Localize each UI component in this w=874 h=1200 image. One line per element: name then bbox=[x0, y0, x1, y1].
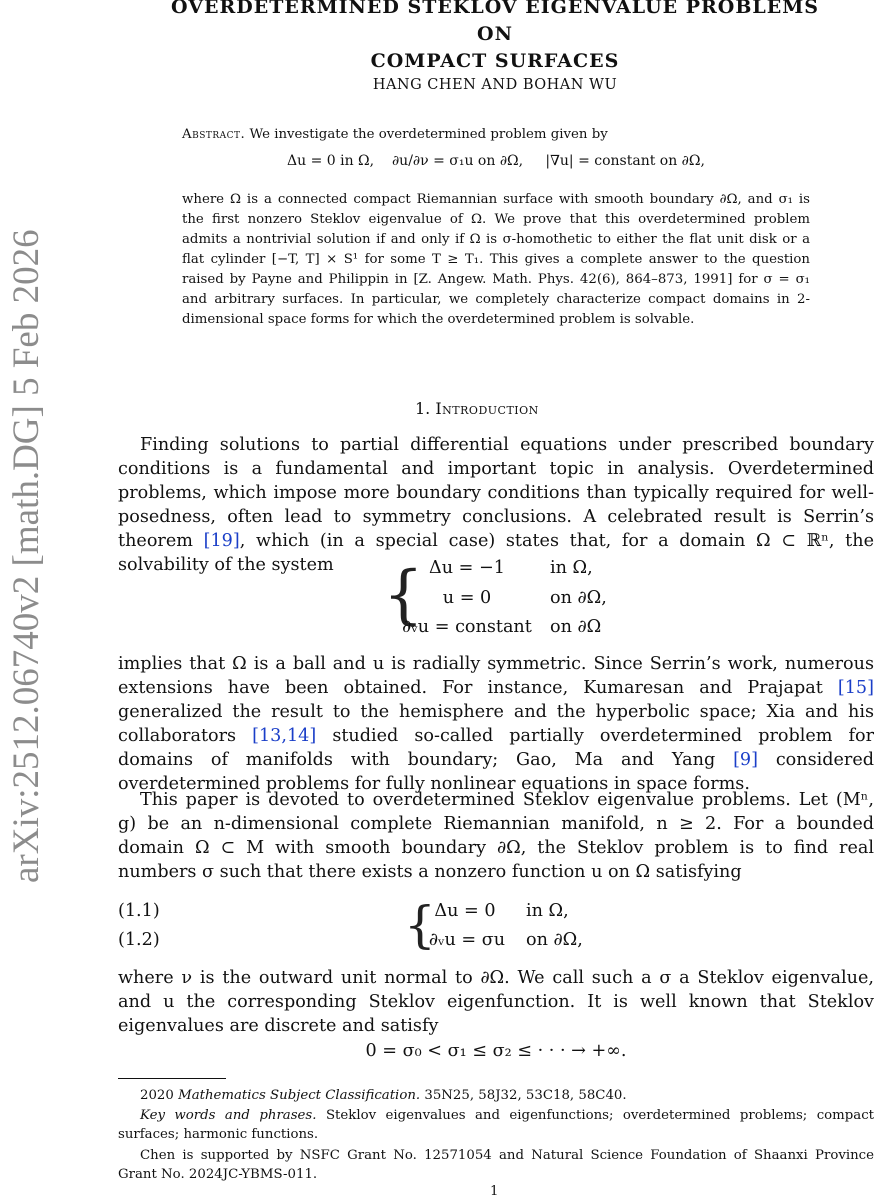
section-number: 1. bbox=[415, 399, 431, 418]
keywords-label: Key words and phrases. bbox=[140, 1108, 317, 1123]
serrin-row-2-lhs: u = 0 bbox=[442, 588, 492, 608]
equation-label-1-2: (1.2) bbox=[118, 930, 160, 950]
footnote-rule bbox=[118, 1078, 226, 1079]
keywords-text: Steklov eigenvalues and eigenfunctions; overdetermined problems; compact surfaces; harmonic functions. bbox=[118, 1108, 874, 1142]
citation-19[interactable]: [19] bbox=[203, 531, 240, 551]
eigenvalue-chain: 0 = σ₀ < σ₁ ≤ σ₂ ≤ · · · → +∞. bbox=[365, 1041, 627, 1061]
abstract-label: Abstract. bbox=[182, 127, 246, 142]
abstract-equation bbox=[182, 153, 810, 169]
equation-label-1-1: (1.1) bbox=[118, 901, 160, 921]
intro-paragraph-3: This paper is devoted to overdetermined Steklov eigenvalue problems. Let (Mⁿ, g) be an n-dimensional complete Riemannian manifold, n ≥ 2. For a bounded domain Ω ⊂ M with smooth boundary ∂Ω, the Steklov problem is to find real numbers σ such that there exists a nonzero function u on Ω satisfying bbox=[118, 790, 874, 882]
footnote-keywords bbox=[118, 1106, 874, 1144]
steklov-system bbox=[118, 898, 874, 962]
steklov-row-2-rhs: on ∂Ω, bbox=[526, 930, 583, 950]
steklov-row-2-lhs: ∂ᵥu = σu bbox=[428, 930, 506, 950]
serrin-brace: { bbox=[383, 558, 424, 632]
intro-p2-text-d: considered overdetermined problems for fully nonlinear equations in space forms. bbox=[118, 750, 874, 794]
intro-paragraph-2 bbox=[118, 652, 874, 796]
msc-codes: 35N25, 58J32, 53C18, 58C40. bbox=[424, 1088, 627, 1103]
abstract-eq-part2: ∂u/∂ν = σ₁u on ∂Ω, bbox=[391, 153, 524, 169]
citation-9[interactable]: [9] bbox=[733, 750, 758, 770]
intro-p2-text-a: implies that Ω is a ball and u is radially symmetric. Since Serrin’s work, numerous extensions have been obtained. For instance, Kumaresan and Prajapat bbox=[118, 654, 874, 698]
abstract-eq-part3: |∇u| = constant on ∂Ω, bbox=[545, 153, 705, 169]
arxiv-sidebar-id: arXiv:2512.06740v2 [math.DG] 5 Feb 2026 bbox=[6, 229, 47, 883]
abstract-intro bbox=[182, 125, 810, 145]
serrin-row-1-rhs: in Ω, bbox=[550, 558, 593, 578]
steklov-row-1-rhs: in Ω, bbox=[526, 901, 569, 921]
intro-p1-text-b: , which (in a special case) states that, for a domain Ω ⊂ ℝⁿ, the solvability of the system bbox=[118, 531, 874, 575]
msc-year: 2020 bbox=[140, 1088, 174, 1103]
title-line-2: COMPACT SURFACES bbox=[370, 50, 620, 72]
serrin-row-1-lhs: Δu = −1 bbox=[429, 558, 505, 578]
serrin-system bbox=[383, 555, 683, 645]
section-title: Introduction bbox=[435, 399, 539, 418]
abstract-intro-text: We investigate the overdetermined problem given by bbox=[249, 127, 608, 142]
steklov-brace: { bbox=[404, 896, 436, 954]
serrin-row-2-rhs: on ∂Ω, bbox=[550, 588, 607, 608]
footnote-grant: Chen is supported by NSFC Grant No. 12571054 and Natural Science Foundation of Shaanxi Province Grant No. 2024JC-YBMS-011. bbox=[118, 1148, 874, 1182]
abstract-eq-part1: Δu = 0 in Ω, bbox=[287, 153, 375, 169]
paper-title bbox=[150, 0, 840, 75]
msc-label: Mathematics Subject Classification. bbox=[178, 1088, 421, 1103]
intro-p2-text-b: generalized the result to the hemisphere and the hyperbolic space; Xia and his collaborators bbox=[118, 702, 874, 746]
citation-13[interactable]: [13, bbox=[252, 726, 287, 746]
abstract-body: where Ω is a connected compact Riemannian surface with smooth boundary ∂Ω, and σ₁ is the first nonzero Steklov eigenvalue of Ω. We prove that this overdetermined problem admits a nontrivial solution if and only if Ω is σ-homothetic to either the flat unit disk or a flat cylinder [−T, T] × S¹ for some T ≥ T₁. This gives a complete answer to the question raised by Payne and Philippin in [Z. Angew. Math. Phys. 42(6), 864–873, 1991] for σ = σ₁ and arbitrary surfaces. In particular, we completely characterize compact domains in 2-dimensional space forms for which the overdetermined problem is solvable. bbox=[182, 192, 810, 327]
footnote-msc bbox=[118, 1086, 874, 1105]
page-number: 1 bbox=[490, 1184, 499, 1199]
citation-15[interactable]: [15] bbox=[837, 678, 874, 698]
steklov-row-1-lhs: Δu = 0 bbox=[434, 901, 496, 921]
section-heading bbox=[415, 399, 539, 418]
intro-p1-text-a: Finding solutions to partial differential equations under prescribed boundary conditions is a fundamental and important topic in analysis. Overdetermined problems, which impose more boundary conditions than typically required for well-posedness, often lead to symmetry conclusions. A celebrated result is Serrin’s theorem bbox=[118, 435, 874, 551]
intro-paragraph-4: where ν is the outward unit normal to ∂Ω. We call such a σ a Steklov eigenvalue, and u the corresponding Steklov eigenfunction. It is well known that Steklov eigenvalues are discrete and satisfy bbox=[118, 968, 874, 1036]
intro-p2-text-c: studied so-called partially overdetermined problem for domains of manifolds with boundary; Gao, Ma and Yang bbox=[118, 726, 874, 770]
serrin-row-3-lhs: ∂ᵥu = constant bbox=[402, 617, 532, 637]
citation-14[interactable]: 14] bbox=[286, 726, 317, 746]
title-line-1: OVERDETERMINED STEKLOV EIGENVALUE PROBLEMS ON bbox=[171, 0, 819, 45]
serrin-row-3-rhs: on ∂Ω bbox=[550, 617, 602, 637]
authors: HANG CHEN AND BOHAN WU bbox=[372, 77, 618, 93]
